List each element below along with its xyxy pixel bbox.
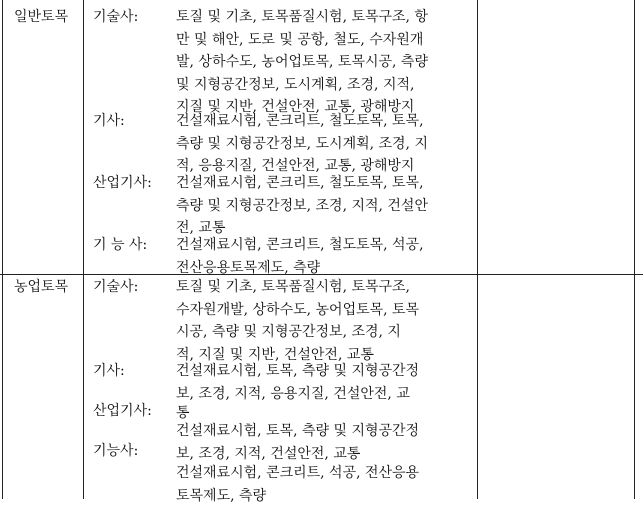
grade-label: 산업기사: <box>93 175 152 191</box>
category-cell: 일반토목 <box>14 9 69 25</box>
grade-label: 산업기사: <box>93 403 152 419</box>
subject-line: 토목제도, 측량 <box>176 487 267 504</box>
subject-line: 건설재료시험, 토목, 측량 및 지형공간정 <box>176 363 420 379</box>
grade-label: 기 능 사: <box>93 237 148 253</box>
subject-line: 만 및 해안, 도로 및 공항, 철도, 수자원개 <box>176 31 424 48</box>
table-border-left <box>2 0 3 499</box>
subject-line: 발, 상하수도, 농어업토목, 토목시공, 측량 <box>176 54 428 71</box>
subject-line: 전산응용토목제도, 측량 <box>176 259 321 276</box>
subject-line: 적, 응용지질, 건설안전, 교통, 광해방지 <box>176 158 415 175</box>
grade-label: 기술사: <box>93 9 139 25</box>
grade-label: 기술사: <box>93 279 139 295</box>
subject-line: 및 지형공간정보, 도시계획, 조경, 지적, <box>176 76 415 93</box>
subject-line: 통 <box>176 405 190 421</box>
category-cell: 농업토목 <box>14 279 69 295</box>
subject-line: 전, 교통 <box>176 220 226 237</box>
subject-line: 건설재료시험, 콘크리트, 철도토목, 토목, <box>176 175 424 191</box>
subject-line: 측량 및 지형공간정보, 도시계획, 조경, 지 <box>176 135 428 152</box>
subject-line: 적, 지질 및 지반, 건설안전, 교통 <box>176 346 374 363</box>
subject-line: 보, 조경, 지적, 건설안전, 교통 <box>176 445 361 462</box>
subject-line: 토질 및 기초, 토목품질시험, 토목구조, 항 <box>176 9 428 25</box>
subject-line: 건설재료시험, 토목, 측량 및 지형공간정 <box>176 423 420 439</box>
subject-line: 건설재료시험, 콘크리트, 석공, 전산응용 <box>176 465 420 481</box>
table-border-divider-category <box>83 0 84 499</box>
subject-line: 측량 및 지형공간정보, 조경, 지적, 건설안 <box>176 197 428 214</box>
subject-line: 시공, 측량 및 지형공간정보, 조경, 지 <box>176 324 401 341</box>
table-border-divider-subjects <box>477 0 478 499</box>
subject-line: 지질 및 지반, 건설안전, 교통, 광해방지 <box>176 99 415 116</box>
subject-line: 보, 조경, 지적, 응용지질, 건설안전, 교 <box>176 385 410 402</box>
subject-line: 수자원개발, 상하수도, 농어업토목, 토목 <box>176 301 420 318</box>
table-border-right <box>634 0 635 499</box>
grade-label: 기능사: <box>93 443 139 459</box>
subject-line: 건설재료시험, 콘크리트, 철도토목, 석공, <box>176 237 424 253</box>
grade-label: 기사: <box>93 363 125 379</box>
grade-label: 기사: <box>93 113 125 129</box>
subject-line: 건설재료시험, 콘크리트, 철도토목, 토목, <box>176 113 424 129</box>
subject-line: 토질 및 기초, 토목품질시험, 토목구조, <box>176 279 411 295</box>
